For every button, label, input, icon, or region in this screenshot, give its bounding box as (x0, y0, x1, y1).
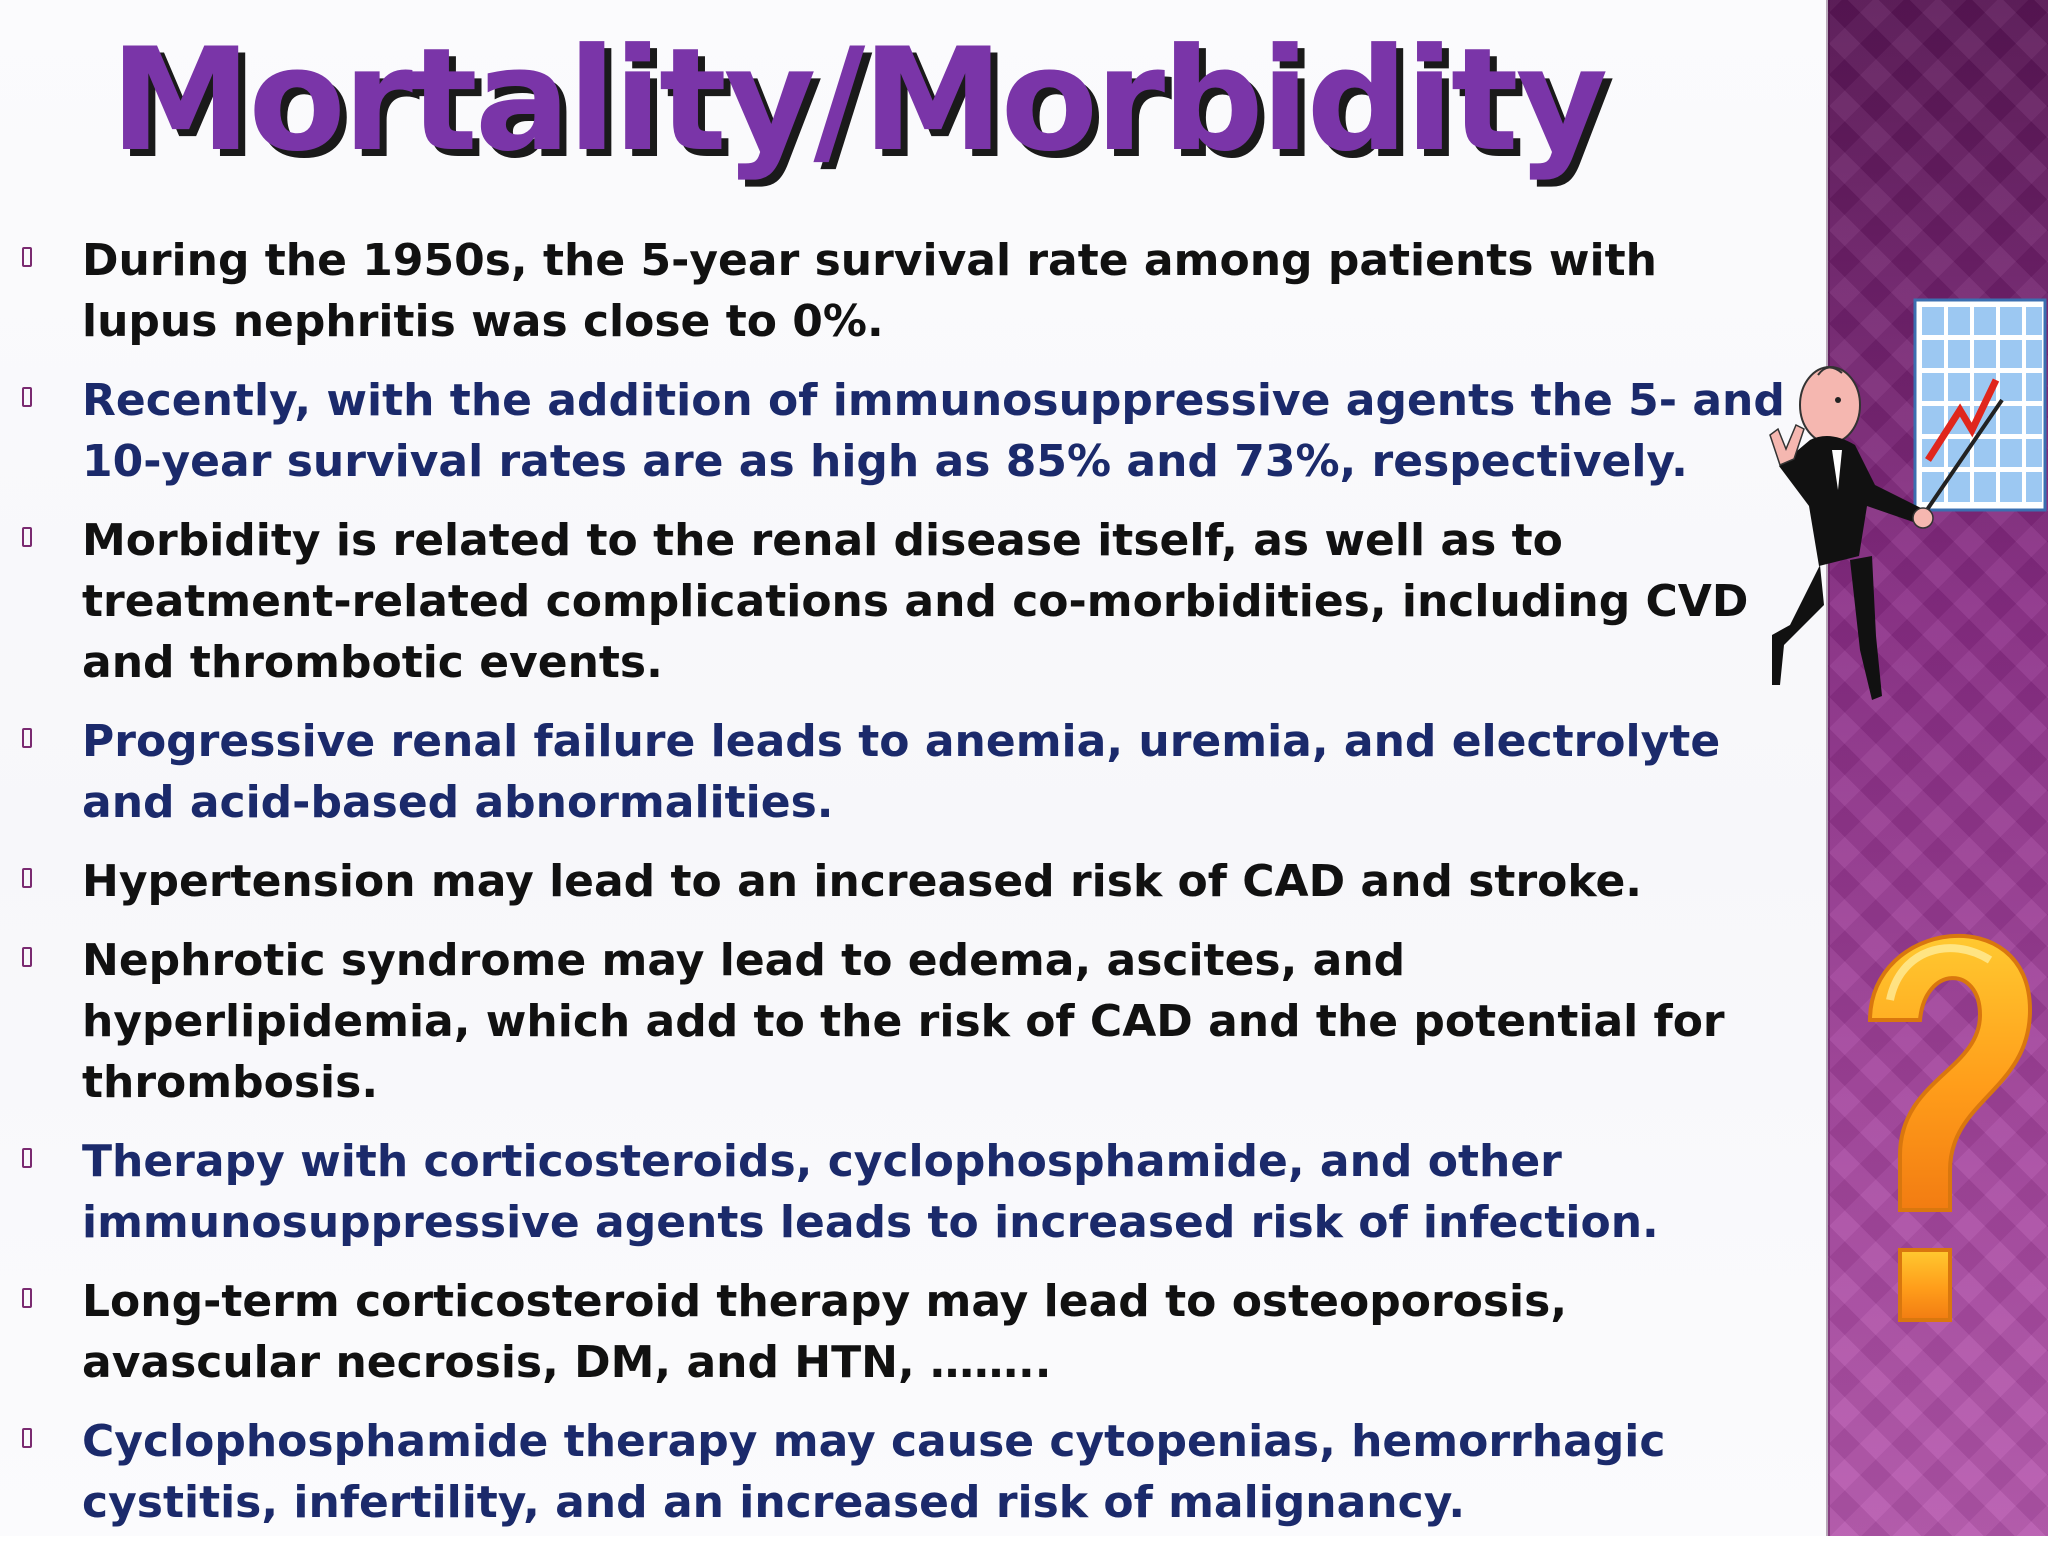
bullet-text: Morbidity is related to the renal disease itself, as well as to treatment-related complications and co-morbidities, including CVD and thrombotic events. (82, 515, 1749, 688)
presenter-leg-right (1850, 556, 1882, 700)
bullet-item (22, 1131, 1802, 1253)
bullet-item (22, 711, 1802, 833)
bullet-marker-icon (22, 947, 32, 967)
bullet-marker-icon (22, 868, 32, 888)
bullet-marker-icon (22, 1428, 32, 1448)
bullet-text: During the 1950s, the 5-year survival rate among patients with lupus nephritis was close to 0%. (82, 235, 1657, 347)
chart-board-icon (1915, 300, 2045, 510)
bullet-item (22, 370, 1802, 492)
bullet-text: Long-term corticosteroid therapy may lead to osteoporosis, avascular necrosis, DM, and HTN, …….. (82, 1276, 1568, 1388)
bullet-item (22, 930, 1802, 1113)
bullet-text: Recently, with the addition of immunosuppressive agents the 5- and 10-year survival rates are as high as 85% and 73%, respectively. (82, 375, 1785, 487)
presenter-head (1800, 367, 1860, 443)
bullet-marker-icon (22, 1288, 32, 1308)
bullet-item (22, 510, 1802, 693)
bullet-marker-icon (22, 527, 32, 547)
slide-title: Mortality/Morbidity (110, 18, 1606, 183)
presenter-clipart (1760, 290, 2048, 730)
bullet-marker-icon (22, 247, 32, 267)
bullet-item (22, 230, 1802, 352)
bullet-marker-icon (22, 387, 32, 407)
bullet-list (22, 230, 1802, 1551)
bullet-marker-icon (22, 1148, 32, 1168)
presenter-leg-left (1772, 565, 1824, 685)
presenter-suit (1779, 436, 1925, 566)
bullet-marker-icon (22, 728, 32, 748)
bullet-item (22, 1411, 1802, 1533)
question-mark-icon (1830, 880, 2048, 1340)
bullet-item (22, 851, 1802, 912)
bullet-item (22, 1271, 1802, 1393)
bullet-text: Nephrotic syndrome may lead to edema, ascites, and hyperlipidemia, which add to the risk of CAD and the potential for thrombosis. (82, 935, 1725, 1108)
bullet-text: Hypertension may lead to an increased risk of CAD and stroke. (82, 856, 1643, 907)
bullet-text: Cyclophosphamide therapy may cause cytopenias, hemorrhagic cystitis, infertility, and an increased risk of malignancy. (82, 1416, 1666, 1528)
bullet-text: Therapy with corticosteroids, cyclophosphamide, and other immunosuppressive agents leads to increased risk of infection. (82, 1136, 1659, 1248)
bullet-text: Progressive renal failure leads to anemia, uremia, and electrolyte and acid-based abnormalities. (82, 716, 1721, 828)
